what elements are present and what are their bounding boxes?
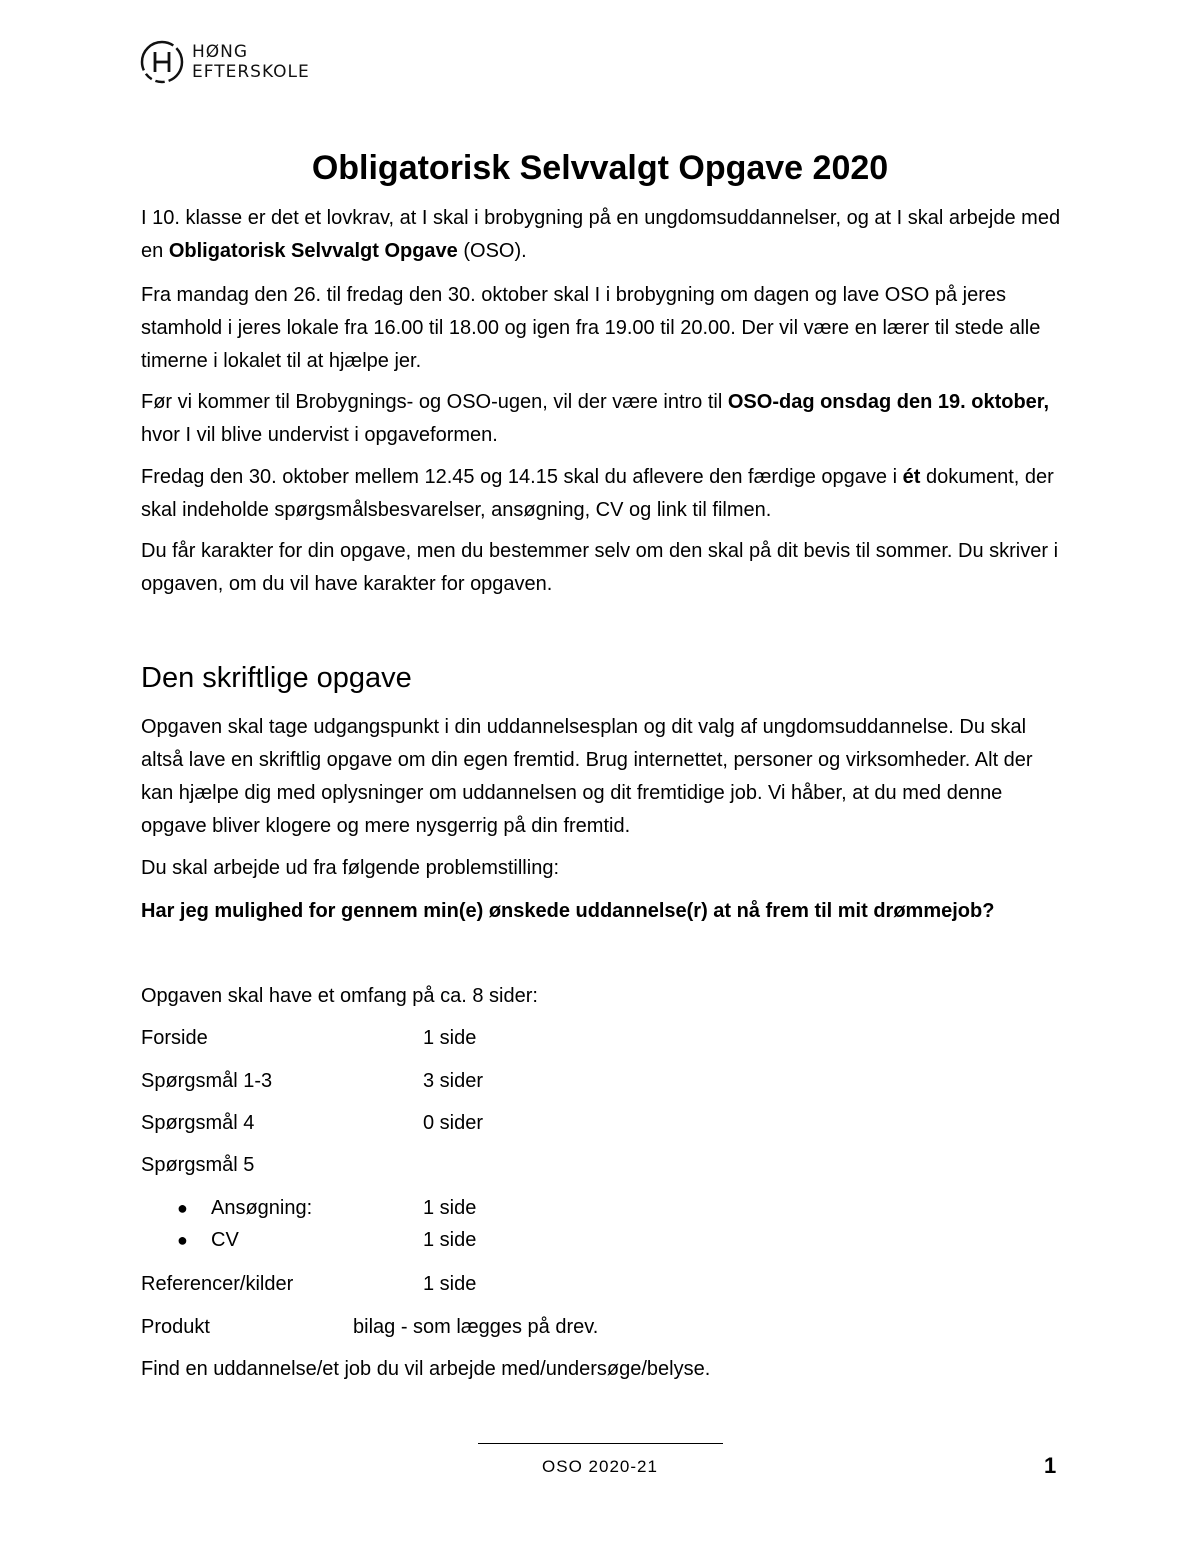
page-number: 1 bbox=[1044, 1453, 1057, 1478]
text: dokument, der skal indeholde spørgsmålsbesvarelser, ansøgning, CV og link til filmen. bbox=[141, 466, 1054, 521]
problem-statement: Har jeg mulighed for gennem min(e) ønskede uddannelse(r) at nå frem til mit drømmejob? bbox=[141, 900, 995, 922]
logo-line-2: EFTERSKOLE bbox=[192, 62, 310, 82]
row-value: 1 side bbox=[423, 1197, 477, 1219]
scope-text: Opgaven skal have et omfang på ca. 8 sider: bbox=[141, 985, 538, 1007]
text: (OSO). bbox=[457, 240, 527, 262]
closing-text: Find en uddannelse/et job du vil arbejde med/undersøge/belyse. bbox=[141, 1358, 711, 1380]
row-label: Forside bbox=[141, 1027, 208, 1049]
intro-paragraph-1 bbox=[141, 202, 1061, 268]
row-label: Spørgsmål 1-3 bbox=[141, 1070, 273, 1092]
row-value: 1 side bbox=[423, 1027, 477, 1049]
logo-text bbox=[192, 42, 310, 82]
intro-paragraph-3 bbox=[141, 386, 1061, 452]
page-row-referencer bbox=[141, 1269, 477, 1299]
row-value: bilag - som lægges på drev. bbox=[353, 1316, 599, 1338]
intro-paragraph-4 bbox=[141, 461, 1061, 527]
intro-paragraph-2: Fra mandag den 26. til fredag den 30. oktober skal I i brobygning om dagen og lave OSO på jeres stamhold i jeres lokale fra 16.00 til 18.00 og igen fra 19.00 til 20.00. Der vil være en lærer til stede alle timerne i lokalet til at hjælpe jer. bbox=[141, 284, 1041, 372]
row-label: Referencer/kilder bbox=[141, 1273, 294, 1295]
text: I 10. klasse er det et lovkrav, at I skal i brobygning på en ungdomsuddannelser, og at I skal arbejde med en bbox=[141, 207, 1061, 262]
section-paragraph-2: Du skal arbejde ud fra følgende problemstilling: bbox=[141, 857, 559, 879]
row-label: CV bbox=[211, 1229, 239, 1251]
bullet-icon: ● bbox=[177, 1198, 188, 1218]
row-label: Produkt bbox=[141, 1316, 210, 1338]
text: hvor I vil blive undervist i opgaveformen. bbox=[141, 424, 498, 446]
footer-text: OSO 2020-21 bbox=[542, 1457, 658, 1476]
row-label: Spørgsmål 4 bbox=[141, 1112, 255, 1134]
section-paragraph-1: Opgaven skal tage udgangspunkt i din uddannelsesplan og dit valg af ungdomsuddannelse. Du skal altså lave en skriftlig opgave om din egen fremtid. Brug internettet, personer og virksomheder. Alt der kan hjælpe dig med oplysninger om uddannelsen og dit fremtidige job. Vi håber, at du med denne opgave bliver klogere og mere nysgerrig på din fremtid. bbox=[141, 716, 1033, 837]
school-logo bbox=[140, 40, 310, 84]
text: Fredag den 30. oktober mellem 12.45 og 14.15 skal du aflevere den færdige opgave i bbox=[141, 466, 903, 488]
intro-paragraph-5: Du får karakter for din opgave, men du bestemmer selv om den skal på dit bevis til sommer. Du skriver i opgaven, om du vil have karakter for opgaven. bbox=[141, 540, 1059, 595]
text: Før vi kommer til Brobygnings- og OSO-ugen, vil der være intro til bbox=[141, 391, 728, 413]
footer-divider bbox=[478, 1443, 723, 1444]
page-row-q1-3 bbox=[141, 1066, 484, 1096]
bullet-icon: ● bbox=[177, 1230, 188, 1250]
row-value: 1 side bbox=[423, 1273, 477, 1295]
oso-term: Obligatorisk Selvvalgt Opgave bbox=[168, 240, 458, 262]
row-value: 1 side bbox=[423, 1229, 477, 1251]
emphasis: ét bbox=[902, 466, 921, 488]
h-circle-logo-icon bbox=[140, 40, 184, 84]
row-value: 0 sider bbox=[423, 1112, 484, 1134]
logo-line-1: HØNG bbox=[192, 42, 249, 62]
page-title: Obligatorisk Selvvalgt Opgave 2020 bbox=[311, 149, 889, 187]
oso-day-date: OSO-dag onsdag den 19. oktober, bbox=[727, 391, 1050, 413]
page-row-q4 bbox=[141, 1108, 484, 1138]
row-label: Spørgsmål 5 bbox=[141, 1154, 255, 1176]
page-row-forside bbox=[141, 1023, 477, 1053]
section-heading: Den skriftlige opgave bbox=[141, 662, 412, 694]
row-label: Ansøgning: bbox=[211, 1197, 313, 1219]
row-value: 3 sider bbox=[423, 1070, 484, 1092]
page-row-produkt bbox=[141, 1312, 599, 1342]
page-row-q5 bbox=[141, 1150, 254, 1180]
